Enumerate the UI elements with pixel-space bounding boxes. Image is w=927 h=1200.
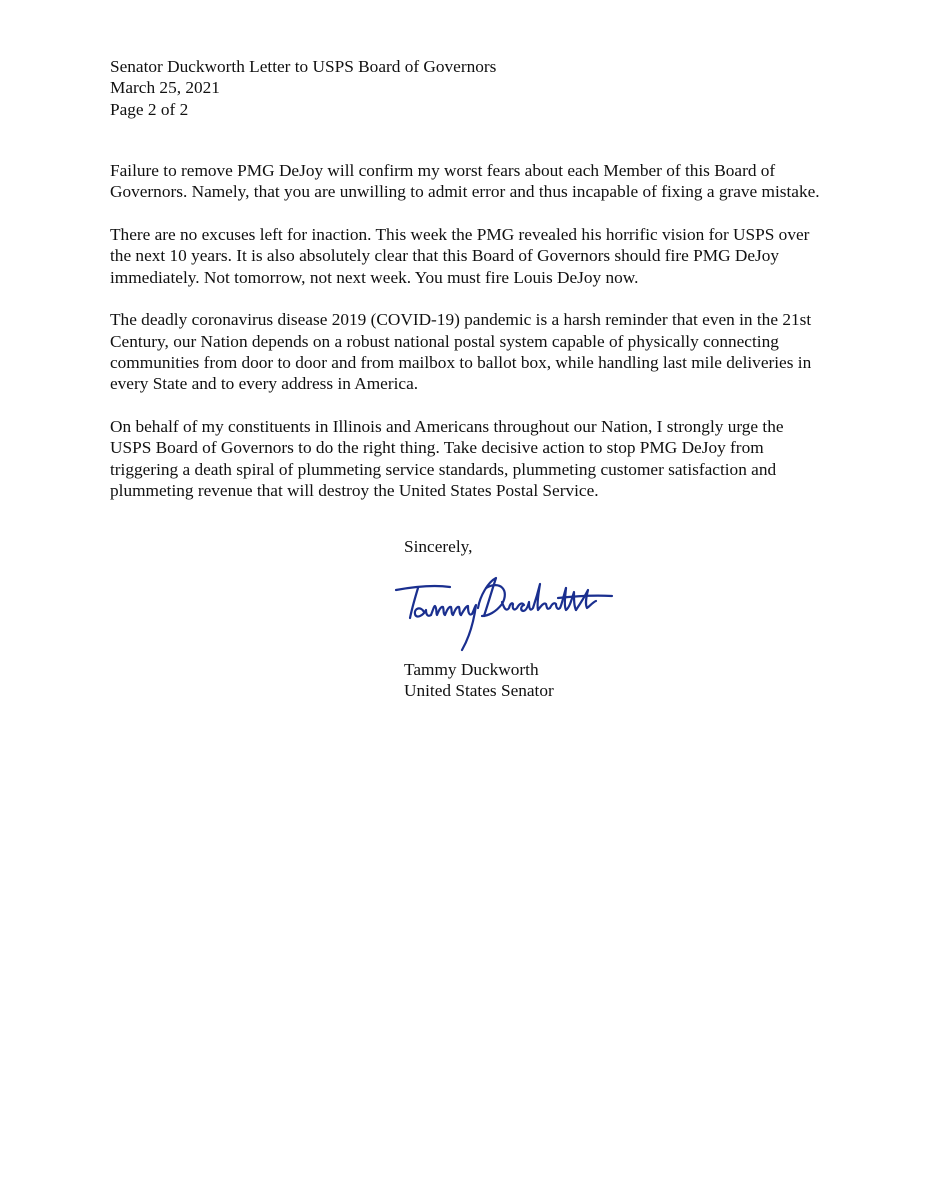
closing-salutation: Sincerely,: [404, 537, 473, 556]
page-number: Page 2 of 2: [110, 99, 189, 119]
handwritten-signature: [388, 568, 618, 658]
signature-block: [404, 659, 554, 702]
paragraph-failure-to-remove: Failure to remove PMG DeJoy will confirm my worst fears about each Member of this Board of Governors. Namely, that you are unwilling to admit error and thus incapable of fixing a grave mistake.: [110, 161, 820, 202]
paragraph-no-excuses: There are no excuses left for inaction. This week the PMG revealed his horrific vision for USPS over the next 10 years. It is also absolutely clear that this Board of Governors should fire PMG DeJoy immediately. Not tomorrow, not next week. You must fire Louis DeJoy now.: [110, 225, 810, 287]
letter-title: Senator Duckworth Letter to USPS Board of Governors: [110, 57, 497, 76]
letter-body: [110, 160, 822, 523]
signer-title: United States Senator: [404, 681, 554, 701]
signer-name: Tammy Duckworth: [404, 660, 539, 679]
letter-date: March 25, 2021: [110, 78, 220, 98]
paragraph-covid-reminder: The deadly coronavirus disease 2019 (COVID-19) pandemic is a harsh reminder that even in the 21st Century, our Nation depends on a robust national postal system capable of physically connecting communities from door to door and from mailbox to ballot box, while handling last mile deliveries in every State and to every address in America.: [110, 310, 812, 394]
letter-header: [110, 56, 496, 120]
paragraph-urge-action: On behalf of my constituents in Illinois and Americans throughout our Nation, I strongly urge the USPS Board of Governors to do the right thing. Take decisive action to stop PMG DeJoy from triggering a death spiral of plummeting service standards, plummeting customer satisfaction and plummeting revenue that will destroy the United States Postal Service.: [110, 417, 784, 501]
